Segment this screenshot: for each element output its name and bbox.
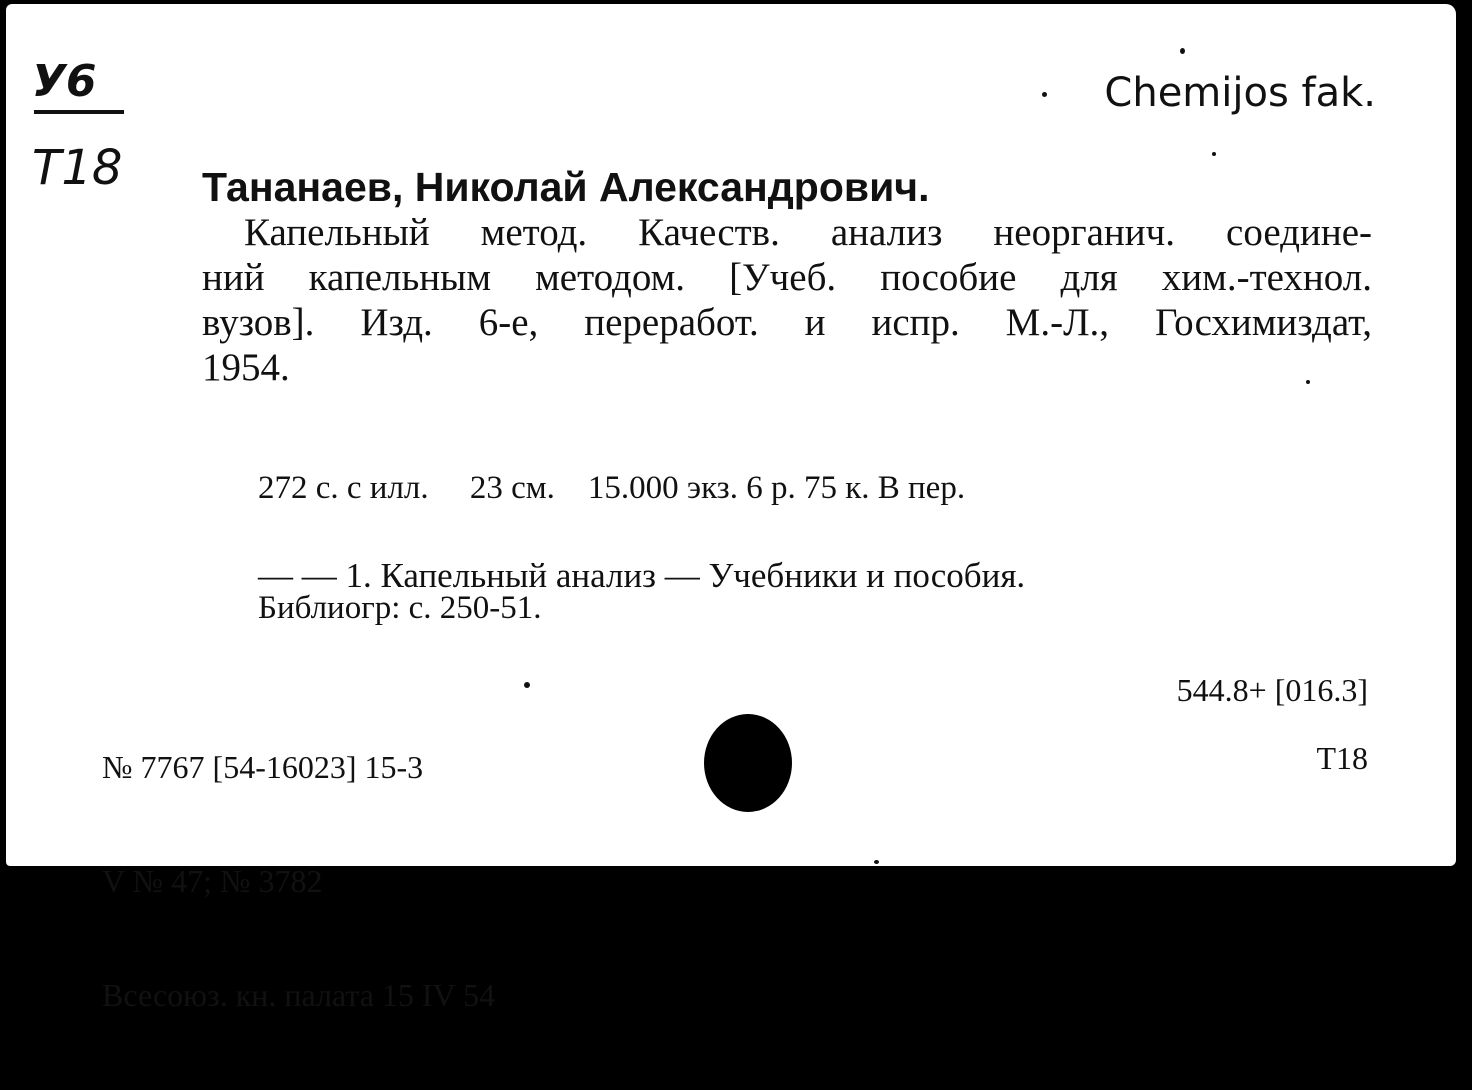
call-number-bottom: Т18 bbox=[32, 140, 123, 196]
title-block bbox=[202, 210, 1372, 390]
title-line: ний капельным методом. [Учеб. пособие для хим.-технол. bbox=[202, 256, 1372, 299]
registry-info bbox=[102, 672, 495, 1090]
dust-speck bbox=[874, 860, 879, 864]
catalog-card bbox=[6, 4, 1456, 1013]
physical-description bbox=[258, 388, 965, 708]
description-line: Библиогр: с. 250-51. bbox=[258, 590, 542, 626]
title-line: Капельный метод. Качеств. анализ неорганич. соедине- bbox=[244, 211, 1372, 254]
registry-line: Всесоюз. кн. палата 15 IV 54 bbox=[102, 977, 496, 1013]
faculty-stamp: Chemijos fak. bbox=[1104, 70, 1376, 116]
title-line: вузов]. Изд. 6-е, переработ. и испр. М.-Л., Госхимиздат, bbox=[202, 301, 1372, 344]
author-mark: Т18 bbox=[1316, 740, 1368, 776]
title-line: 1954. bbox=[202, 346, 290, 389]
classification-number: 544.8+ [016.3] bbox=[1176, 672, 1368, 708]
dust-speck bbox=[1180, 48, 1185, 54]
dust-speck bbox=[524, 682, 530, 688]
call-number-underline bbox=[34, 110, 124, 114]
registry-line: V № 47; № 3782 bbox=[102, 863, 323, 899]
author-heading: Тананаев, Николай Александрович. bbox=[202, 164, 930, 210]
punch-hole bbox=[704, 714, 792, 812]
description-line: 272 с. с илл. 23 см. 15.000 экз. 6 р. 75 к. В пер. bbox=[258, 470, 966, 506]
subject-heading: — — 1. Капельный анализ — Учебники и пособия. bbox=[258, 556, 1026, 595]
dust-speck bbox=[1212, 152, 1216, 156]
dust-speck bbox=[1306, 380, 1310, 384]
registry-line: № 7767 [54-16023] 15-3 bbox=[102, 749, 424, 785]
call-number-top: У6 bbox=[32, 56, 97, 107]
dust-speck bbox=[1042, 92, 1047, 97]
